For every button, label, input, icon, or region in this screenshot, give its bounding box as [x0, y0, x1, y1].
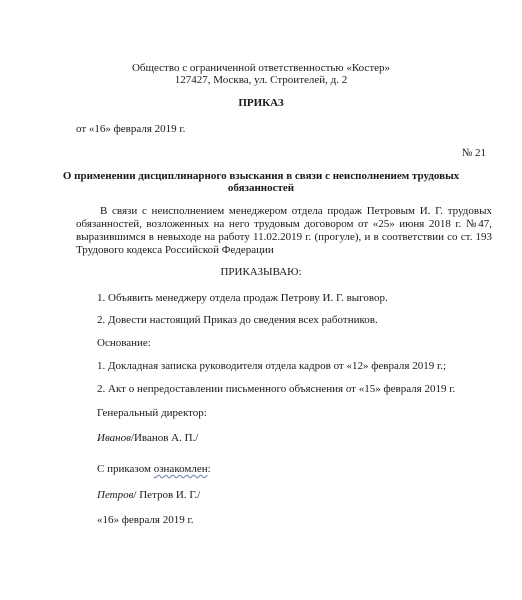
- subject-line-1: О применении дисциплинарного взыскания в связи с неисполнением трудовых: [62, 170, 460, 182]
- organization-address: 127427, Москва, ул. Строителей, д. 2: [174, 74, 348, 86]
- director-signature-line: [97, 432, 198, 445]
- acknowledgement-suffix: :: [207, 463, 211, 475]
- basis-label: Основание:: [97, 337, 151, 349]
- document-date: от «16» февраля 2019 г.: [76, 123, 186, 135]
- basis-item-1: 1. Докладная записка руководителя отдела кадров от «12» февраля 2019 г.;: [97, 360, 447, 372]
- document-number: № 21: [461, 147, 486, 159]
- order-item-2: 2. Довести настоящий Приказ до сведения всех работников.: [97, 314, 378, 326]
- director-label: Генеральный директор:: [97, 407, 207, 419]
- employee-name: / Петров И. Г./: [133, 489, 201, 501]
- document-title: ПРИКАЗ: [238, 97, 284, 109]
- organization-name: Общество с ограниченной ответственностью «Костер»: [131, 62, 391, 74]
- employee-signature-line: [97, 489, 200, 502]
- body-paragraph: В связи с неисполнением менеджером отдела продаж Петровым И. Г. трудовых обязанностей, возложенных на него трудовым договором от «25» июня 2018 г. №47, выразившимся в невыходе на работу 11.02.2019 г. (прогуле), и в соответствии со ст. 193 Трудового кодекса Российской Федерации: [76, 205, 492, 256]
- order-heading: ПРИКАЗЫВАЮ:: [220, 266, 302, 278]
- acknowledgement-label: [97, 463, 211, 476]
- employee-signature: Петров: [97, 489, 134, 501]
- acknowledgement-word: ознакомлен: [153, 463, 208, 475]
- order-item-1: 1. Объявить менеджеру отдела продаж Петрову И. Г. выговор.: [97, 292, 388, 304]
- basis-item-2: 2. Акт о непредоставлении письменного объяснения от «15» февраля 2019 г.: [97, 383, 456, 395]
- acknowledgement-prefix: С приказом: [97, 463, 154, 475]
- acknowledgement-date: «16» февраля 2019 г.: [97, 514, 194, 526]
- subject-line-2: обязанностей: [227, 182, 295, 194]
- director-signature: Иванов: [97, 432, 131, 444]
- director-name: /Иванов А. П./: [130, 432, 199, 444]
